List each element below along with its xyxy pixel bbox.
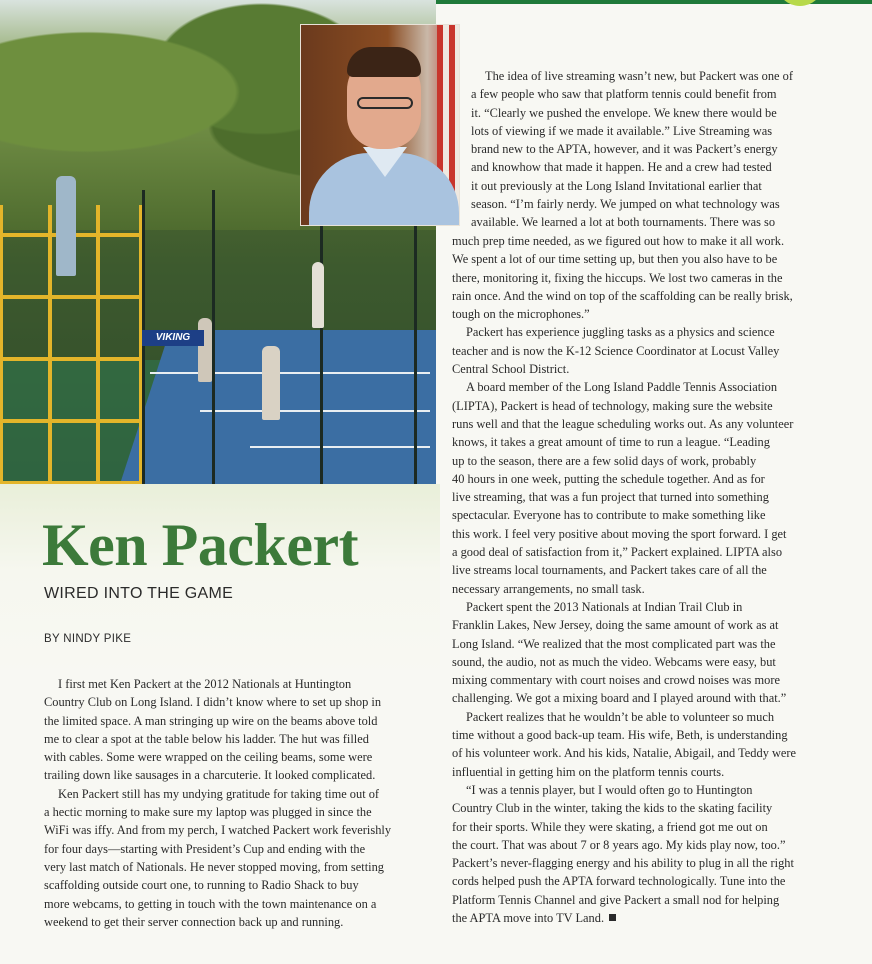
text-line xyxy=(471,122,831,140)
text-line xyxy=(452,415,832,433)
text-line-content: live streaming, that was a fun project that turned into something xyxy=(452,490,769,505)
text-line-content: We spent a lot of our time setting up, but then you also have to be xyxy=(452,252,778,267)
article-byline: BY NINDY PIKE xyxy=(44,633,132,645)
text-line-content: time without a good back-up team. His wife, Beth, is understanding xyxy=(452,728,788,743)
text-line-content: Packert has experience juggling tasks as a physics and science xyxy=(466,325,775,340)
text-line xyxy=(44,748,424,766)
text-line-content: challenging. We got a mixing board and I played around with that.” xyxy=(452,691,787,706)
text-line xyxy=(452,305,832,323)
fence-post xyxy=(414,190,417,484)
text-line-content: (LIPTA), Packert is head of technology, making sure the website xyxy=(452,398,773,413)
text-line-content: the limited space. A man stringing up wire on the beams above told xyxy=(44,713,378,728)
text-line-content: A board member of the Long Island Paddle Tennis Association xyxy=(466,380,778,395)
text-line xyxy=(452,433,832,451)
text-line-content: cords helped push the APTA forward technologically. Tune into the xyxy=(452,874,786,889)
text-line-content: for their sports. While they were skating, a friend got me out on xyxy=(452,819,768,834)
text-line-content: me to clear a spot at the table below his ladder. The hut was filled xyxy=(44,731,369,746)
portrait-photo xyxy=(300,24,460,226)
text-line xyxy=(44,895,424,913)
glasses xyxy=(357,97,413,109)
text-line xyxy=(452,781,832,799)
text-line-content: and knowhow that made it happen. He and a crew had tested xyxy=(471,160,772,175)
text-line xyxy=(44,858,424,876)
text-line xyxy=(471,85,831,103)
text-line xyxy=(452,342,832,360)
text-line-content: the court. That was about 7 or 8 years ago. My kids play now, too.” xyxy=(452,837,786,852)
text-line-content: WiFi was iffy. And from my perch, I watched Packert work feverishly xyxy=(44,823,392,838)
text-line xyxy=(471,140,831,158)
text-line xyxy=(452,708,832,726)
text-line xyxy=(452,635,832,653)
text-line-content: spectacular. Everyone has to contribute to make something like xyxy=(452,508,766,523)
text-line-content: up to the season, there are a few solid days of work, probably xyxy=(452,453,757,468)
text-line-content: with cables. Some were wrapped on the ceiling beams, some were xyxy=(44,750,373,765)
text-line xyxy=(452,580,832,598)
text-line-content: knows, it takes a great amount of time to run a league. “Leading xyxy=(452,435,770,450)
text-line xyxy=(471,177,831,195)
text-line xyxy=(452,598,832,616)
text-line xyxy=(44,803,424,821)
text-line-content: season. “I’m fairly nerdy. We jumped on what technology was xyxy=(471,197,780,212)
text-line xyxy=(452,250,832,268)
text-line-content: Central School District. xyxy=(452,362,570,377)
text-line xyxy=(452,799,832,817)
text-line-content: available. We learned a lot at both tournaments. There was so xyxy=(471,215,776,230)
text-line-content: it. “Clearly we pushed the envelope. We knew there would be xyxy=(471,105,777,120)
right-body-column xyxy=(452,232,832,927)
text-line xyxy=(44,730,424,748)
text-line-content: scaffolding outside court one, to running to Radio Shack to buy xyxy=(44,878,359,893)
text-line xyxy=(452,854,832,872)
cameraman-figure xyxy=(56,176,76,276)
text-line xyxy=(452,323,832,341)
article-subtitle: WIRED INTO THE GAME xyxy=(44,585,234,602)
text-line-content: Platform Tennis Channel and give Packert a small nod for helping xyxy=(452,892,780,907)
text-line-content: more webcams, to getting in touch with the town maintenance on a xyxy=(44,896,377,911)
text-line-content: tough on the microphones.” xyxy=(452,307,590,322)
text-line xyxy=(452,452,832,470)
text-line-content: this work. I feel very positive about moving the sport forward. I get xyxy=(452,526,787,541)
text-line-content: the APTA move into TV Land. xyxy=(452,910,605,925)
text-line-content: Country Club in the winter, taking the kids to the skating facility xyxy=(452,801,773,816)
text-line-content: a good deal of satisfaction from it,” Packert explained. LIPTA also xyxy=(452,545,783,560)
text-line xyxy=(44,785,424,803)
text-line-content: sound, the audio, not as much the video. Webcams were easy, but xyxy=(452,654,776,669)
text-line-content: a few people who saw that platform tennis could benefit from xyxy=(471,87,777,102)
text-line xyxy=(452,616,832,634)
text-line-content: The idea of live streaming wasn’t new, but Packert was one of xyxy=(485,69,793,83)
text-line-content: for four days—starting with President’s Cup and ending with the xyxy=(44,841,366,856)
text-line xyxy=(452,470,832,488)
text-line xyxy=(44,913,424,931)
text-line-content: rain once. And the wind on top of the scaffolding can be really brisk, xyxy=(452,288,793,303)
court-line xyxy=(200,410,430,412)
text-line-content: Packert realizes that he wouldn’t be able to volunteer so much xyxy=(466,709,775,724)
text-line xyxy=(471,195,831,213)
player-figure xyxy=(312,262,324,328)
text-line xyxy=(452,269,832,287)
text-line-content: there, monitoring it, fixing the hiccups. We lost two cameras in the xyxy=(452,270,783,285)
text-line-content: live streams local tournaments, and Packert takes care of all the xyxy=(452,563,767,578)
scaffold-post xyxy=(96,205,100,484)
viking-sign: VIKING xyxy=(142,330,204,346)
text-line xyxy=(452,561,832,579)
text-line xyxy=(452,488,832,506)
text-line xyxy=(452,744,832,762)
text-line xyxy=(452,543,832,561)
text-line-content: Ken Packert still has my undying gratitude for taking time out of xyxy=(58,786,380,801)
text-line-content: lots of viewing if we made it available.” Live Streaming was xyxy=(471,123,773,138)
text-line xyxy=(452,891,832,909)
text-line xyxy=(44,693,424,711)
text-line xyxy=(44,876,424,894)
text-line-content: I first met Ken Packert at the 2012 Nationals at Huntington xyxy=(58,677,352,691)
text-line xyxy=(452,872,832,890)
court-line xyxy=(250,446,430,448)
text-line xyxy=(471,158,831,176)
text-line-content: Country Club on Long Island. I didn’t know where to set up shop in xyxy=(44,695,382,710)
text-line xyxy=(44,766,424,784)
text-line xyxy=(452,506,832,524)
player-figure xyxy=(262,346,280,420)
text-line xyxy=(452,232,832,250)
text-line xyxy=(471,104,831,122)
text-line-content: trailing down like sausages in a charcuterie. It looked complicated. xyxy=(44,768,376,783)
text-line-content: “I was a tennis player, but I would often go to Huntington xyxy=(466,782,753,797)
text-line-content: 40 hours in one week, putting the schedule together. And as for xyxy=(452,471,765,486)
article-title: Ken Packert xyxy=(42,512,359,578)
text-line xyxy=(452,525,832,543)
text-line xyxy=(44,712,424,730)
player-figure xyxy=(198,318,212,382)
text-line xyxy=(452,836,832,854)
text-line xyxy=(452,671,832,689)
text-line xyxy=(452,726,832,744)
text-line-content: very last match of Nationals. He never stopped moving, from setting xyxy=(44,859,384,874)
end-mark-icon xyxy=(609,914,616,921)
hair xyxy=(347,47,421,77)
text-line-content: it out previously at the Long Island Invitational earlier that xyxy=(471,178,762,193)
text-line xyxy=(452,763,832,781)
text-line-content: of his volunteer work. And his kids, Natalie, Abigail, and Teddy were xyxy=(452,746,797,761)
fence-post xyxy=(320,190,323,484)
text-line-content: influential in getting him on the platform tennis courts. xyxy=(452,764,725,779)
text-line xyxy=(452,397,832,415)
text-line xyxy=(44,675,424,693)
text-line xyxy=(452,818,832,836)
text-line xyxy=(452,909,832,927)
text-line xyxy=(44,821,424,839)
text-line-content: much prep time needed, as we figured out how to make it all work. xyxy=(452,234,785,248)
text-line xyxy=(452,360,832,378)
text-line-content: teacher and is now the K-12 Science Coordinator at Locust Valley xyxy=(452,343,780,358)
text-line xyxy=(452,287,832,305)
text-line-content: Packert spent the 2013 Nationals at Indian Trail Club in xyxy=(466,599,743,614)
text-line xyxy=(44,840,424,858)
court-line xyxy=(150,372,430,374)
right-body-column-top xyxy=(471,67,831,232)
text-line-content: Packert’s never-flagging energy and his ability to plug in all the right xyxy=(452,856,794,871)
text-line xyxy=(471,213,831,231)
text-line-content: runs well and that the league scheduling works out. As any volunteer xyxy=(452,416,794,431)
text-line xyxy=(452,378,832,396)
text-line-content: mixing commentary with court noises and crowd noises was more xyxy=(452,673,780,688)
fence-post xyxy=(212,190,215,484)
text-line xyxy=(471,67,831,85)
text-line xyxy=(452,689,832,707)
text-line-content: Franklin Lakes, New Jersey, doing the same amount of work as at xyxy=(452,618,779,633)
text-line xyxy=(452,653,832,671)
text-line-content: weekend to get their server connection back up and running. xyxy=(44,914,344,929)
text-line-content: a hectic morning to make sure my laptop was plugged in since the xyxy=(44,805,372,820)
text-line-content: necessary arrangements, no small task. xyxy=(452,581,645,596)
text-line-content: Long Island. “We realized that the most complicated part was the xyxy=(452,636,776,651)
text-line-content: brand new to the APTA, however, and it was Packert’s energy xyxy=(471,142,778,157)
scaffold-post xyxy=(48,205,52,484)
left-body-column xyxy=(44,675,424,931)
